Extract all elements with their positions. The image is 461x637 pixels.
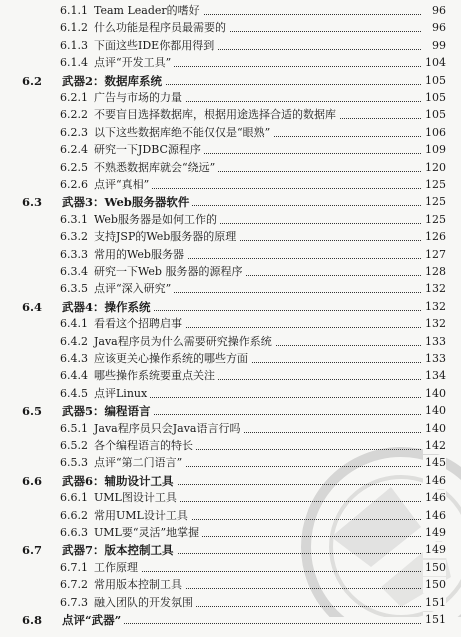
toc-entry-title: 各个编程语言的特长 bbox=[94, 438, 196, 454]
toc-entry-title: 点评“深入研究” bbox=[94, 281, 174, 297]
toc-entry-title: 武器3：Web服务器软件 bbox=[62, 194, 192, 210]
toc-entry-page: 133 bbox=[425, 334, 446, 348]
toc-entry-title: 看看这个招聘启事 bbox=[94, 316, 185, 332]
toc-entry-page: 146 bbox=[425, 491, 446, 505]
toc-entry-page: 128 bbox=[425, 265, 446, 278]
toc-entry-title: 广告与市场的力量 bbox=[94, 90, 185, 106]
toc-entry-page: 120 bbox=[425, 160, 446, 174]
toc-entry-title: UML图设计工具 bbox=[94, 490, 180, 506]
toc-entry-page: 104 bbox=[425, 56, 446, 70]
toc-entry-number: 6.6.1 bbox=[60, 491, 88, 505]
toc-entry-title: UML要“灵活”地掌握 bbox=[94, 525, 202, 541]
toc-entry-number: 6.4.2 bbox=[60, 334, 88, 348]
toc-entry-number: 6.4.3 bbox=[60, 352, 88, 365]
toc-entry-title: 常用的Web服务器 bbox=[94, 247, 187, 263]
toc-entry-number: 6.4.1 bbox=[60, 317, 88, 331]
toc-entry-number: 6.3.2 bbox=[60, 230, 88, 244]
toc-entry-number: 6.1.4 bbox=[60, 56, 88, 70]
toc-entry-page: 96 bbox=[432, 21, 446, 35]
toc-entry-page: 134 bbox=[425, 369, 446, 383]
toc-entry-title: 点评“开发工具” bbox=[94, 55, 174, 71]
toc-entry-title: 应该更关心操作系统的哪些方面 bbox=[94, 351, 251, 367]
toc-entry-title: Web服务器是如何工作的 bbox=[94, 212, 220, 228]
dot-leader bbox=[94, 571, 421, 572]
toc-entry-title: Java程序员只会Java语言行吗 bbox=[94, 421, 243, 437]
toc-entry-number: 6.6.2 bbox=[60, 508, 88, 522]
toc-entry-title: 不熟悉数据库就会“绕远” bbox=[94, 160, 218, 176]
toc-entry-page: 140 bbox=[425, 421, 446, 435]
toc-entry-title: 武器7：版本控制工具 bbox=[62, 542, 177, 558]
toc-entry-number: 6.1.3 bbox=[60, 38, 88, 52]
toc-entry-page: 105 bbox=[425, 108, 446, 122]
toc-entry-number: 6.2.1 bbox=[60, 91, 88, 104]
toc-entry-title: Java程序员为什么需要研究操作系统 bbox=[94, 334, 275, 350]
toc-entry-title: 常用UML设计工具 bbox=[94, 508, 191, 524]
toc-entry-number: 6.7 bbox=[22, 543, 43, 558]
toc-entry-number: 6.3 bbox=[22, 195, 43, 210]
toc-entry-title: 支持JSP的Web服务器的原理 bbox=[94, 229, 239, 245]
toc-entry-number: 6.2.6 bbox=[60, 178, 88, 191]
toc-entry-page: 125 bbox=[425, 212, 446, 226]
toc-entry-page: 109 bbox=[425, 143, 446, 157]
toc-entry-title: 哪些操作系统要重点关注 bbox=[94, 368, 218, 384]
toc-entry-title: 工作原理 bbox=[94, 560, 141, 576]
toc-entry-page: 132 bbox=[425, 317, 446, 331]
toc-entry-page: 146 bbox=[425, 508, 446, 522]
toc-entry-page: 125 bbox=[425, 195, 446, 209]
toc-entry-page: 140 bbox=[425, 386, 446, 400]
toc-entry-number: 6.4.4 bbox=[60, 369, 88, 383]
toc-entry-page: 125 bbox=[425, 178, 446, 191]
toc-entry-number: 6.3.3 bbox=[60, 247, 88, 261]
toc-entry-number: 6.8 bbox=[22, 613, 43, 627]
toc-entry-page: 151 bbox=[425, 595, 446, 609]
toc-entry-page: 149 bbox=[425, 526, 446, 539]
toc-entry-title: Team Leader的嗜好 bbox=[94, 3, 203, 19]
toc-entry-page: 99 bbox=[432, 38, 446, 52]
toc-entry-page: 106 bbox=[425, 125, 446, 139]
toc-entry-title: 点评Linux bbox=[94, 386, 150, 402]
toc-entry-title: 什么功能是程序员最需要的 bbox=[94, 20, 229, 36]
toc-entry-title: 研究一下JDBC源程序 bbox=[94, 142, 204, 158]
toc-entry-number: 6.5.3 bbox=[60, 456, 88, 470]
toc-entry-title: 武器6：辅助设计工具 bbox=[62, 473, 177, 489]
toc-entry-number: 6.2.3 bbox=[60, 125, 88, 139]
toc-entry-number: 6.7.2 bbox=[60, 578, 88, 592]
toc-entry-page: 140 bbox=[425, 404, 446, 418]
toc-entry-page: 105 bbox=[425, 91, 446, 104]
toc-entry-title: 点评“真相” bbox=[94, 177, 152, 193]
toc-entry-number: 6.2.2 bbox=[60, 108, 88, 122]
toc-entry-page: 126 bbox=[425, 230, 446, 244]
toc-entry-number: 6.5.1 bbox=[60, 421, 88, 435]
toc-entry-page: 96 bbox=[432, 4, 446, 17]
toc-entry-page: 132 bbox=[425, 299, 446, 313]
toc-entry-number: 6.4 bbox=[22, 299, 43, 314]
toc-entry-page: 146 bbox=[425, 473, 446, 487]
toc-entry-page: 145 bbox=[425, 456, 446, 470]
toc-entry-number: 6.5 bbox=[22, 404, 43, 419]
toc-entry-number: 6.4.5 bbox=[60, 386, 88, 400]
toc-entry-page: 127 bbox=[425, 247, 446, 261]
toc-entry-number: 6.3.1 bbox=[60, 212, 88, 226]
toc-entry-page: 150 bbox=[425, 578, 446, 592]
toc-entry-number: 6.2 bbox=[22, 73, 43, 88]
toc-entry-title: 点评“武器” bbox=[62, 612, 124, 628]
toc-entry-number: 6.1.2 bbox=[60, 21, 88, 35]
toc-entry-title: 武器2：数据库系统 bbox=[62, 73, 165, 89]
toc-entry-page: 151 bbox=[425, 613, 446, 626]
toc-entry-title: 常用版本控制工具 bbox=[94, 577, 185, 593]
toc-section-entry bbox=[0, 610, 461, 630]
toc-entry-page: 142 bbox=[425, 439, 446, 452]
toc-entry-title: 武器5：编程语言 bbox=[62, 403, 154, 419]
toc-entry-number: 6.1.1 bbox=[60, 4, 88, 17]
toc-entry-number: 6.7.1 bbox=[60, 560, 88, 574]
toc-entry-title: 研究一下Web 服务器的源程序 bbox=[94, 264, 245, 280]
toc-entry-number: 6.7.3 bbox=[60, 595, 88, 609]
toc-entry-number: 6.6 bbox=[22, 473, 43, 488]
toc-entry-number: 6.3.5 bbox=[60, 282, 88, 296]
toc-entry-number: 6.3.4 bbox=[60, 265, 88, 278]
toc-entry-title: 点评“第二门语言” bbox=[94, 455, 185, 471]
toc-entry-page: 133 bbox=[425, 352, 446, 365]
toc-entry-title: 融入团队的开发氛围 bbox=[94, 595, 196, 611]
toc-entry-page: 105 bbox=[425, 73, 446, 87]
toc-entry-title: 武器4：操作系统 bbox=[62, 299, 154, 315]
toc-entry-number: 6.5.2 bbox=[60, 439, 88, 452]
toc-entry-page: 150 bbox=[425, 560, 446, 574]
toc-entry-number: 6.2.4 bbox=[60, 143, 88, 157]
toc-entry-page: 132 bbox=[425, 282, 446, 296]
toc-entry-number: 6.2.5 bbox=[60, 160, 88, 174]
toc-entry-title: 以下这些数据库绝不能仅仅是“眼熟” bbox=[94, 125, 273, 141]
toc-entry-number: 6.6.3 bbox=[60, 526, 88, 539]
toc-entry-title: 下面这些IDE你都用得到 bbox=[94, 38, 217, 54]
toc-entry-page: 149 bbox=[425, 543, 446, 557]
toc-entry-title: 不要盲目选择数据库，根据用途选择合适的数据库 bbox=[94, 107, 339, 123]
